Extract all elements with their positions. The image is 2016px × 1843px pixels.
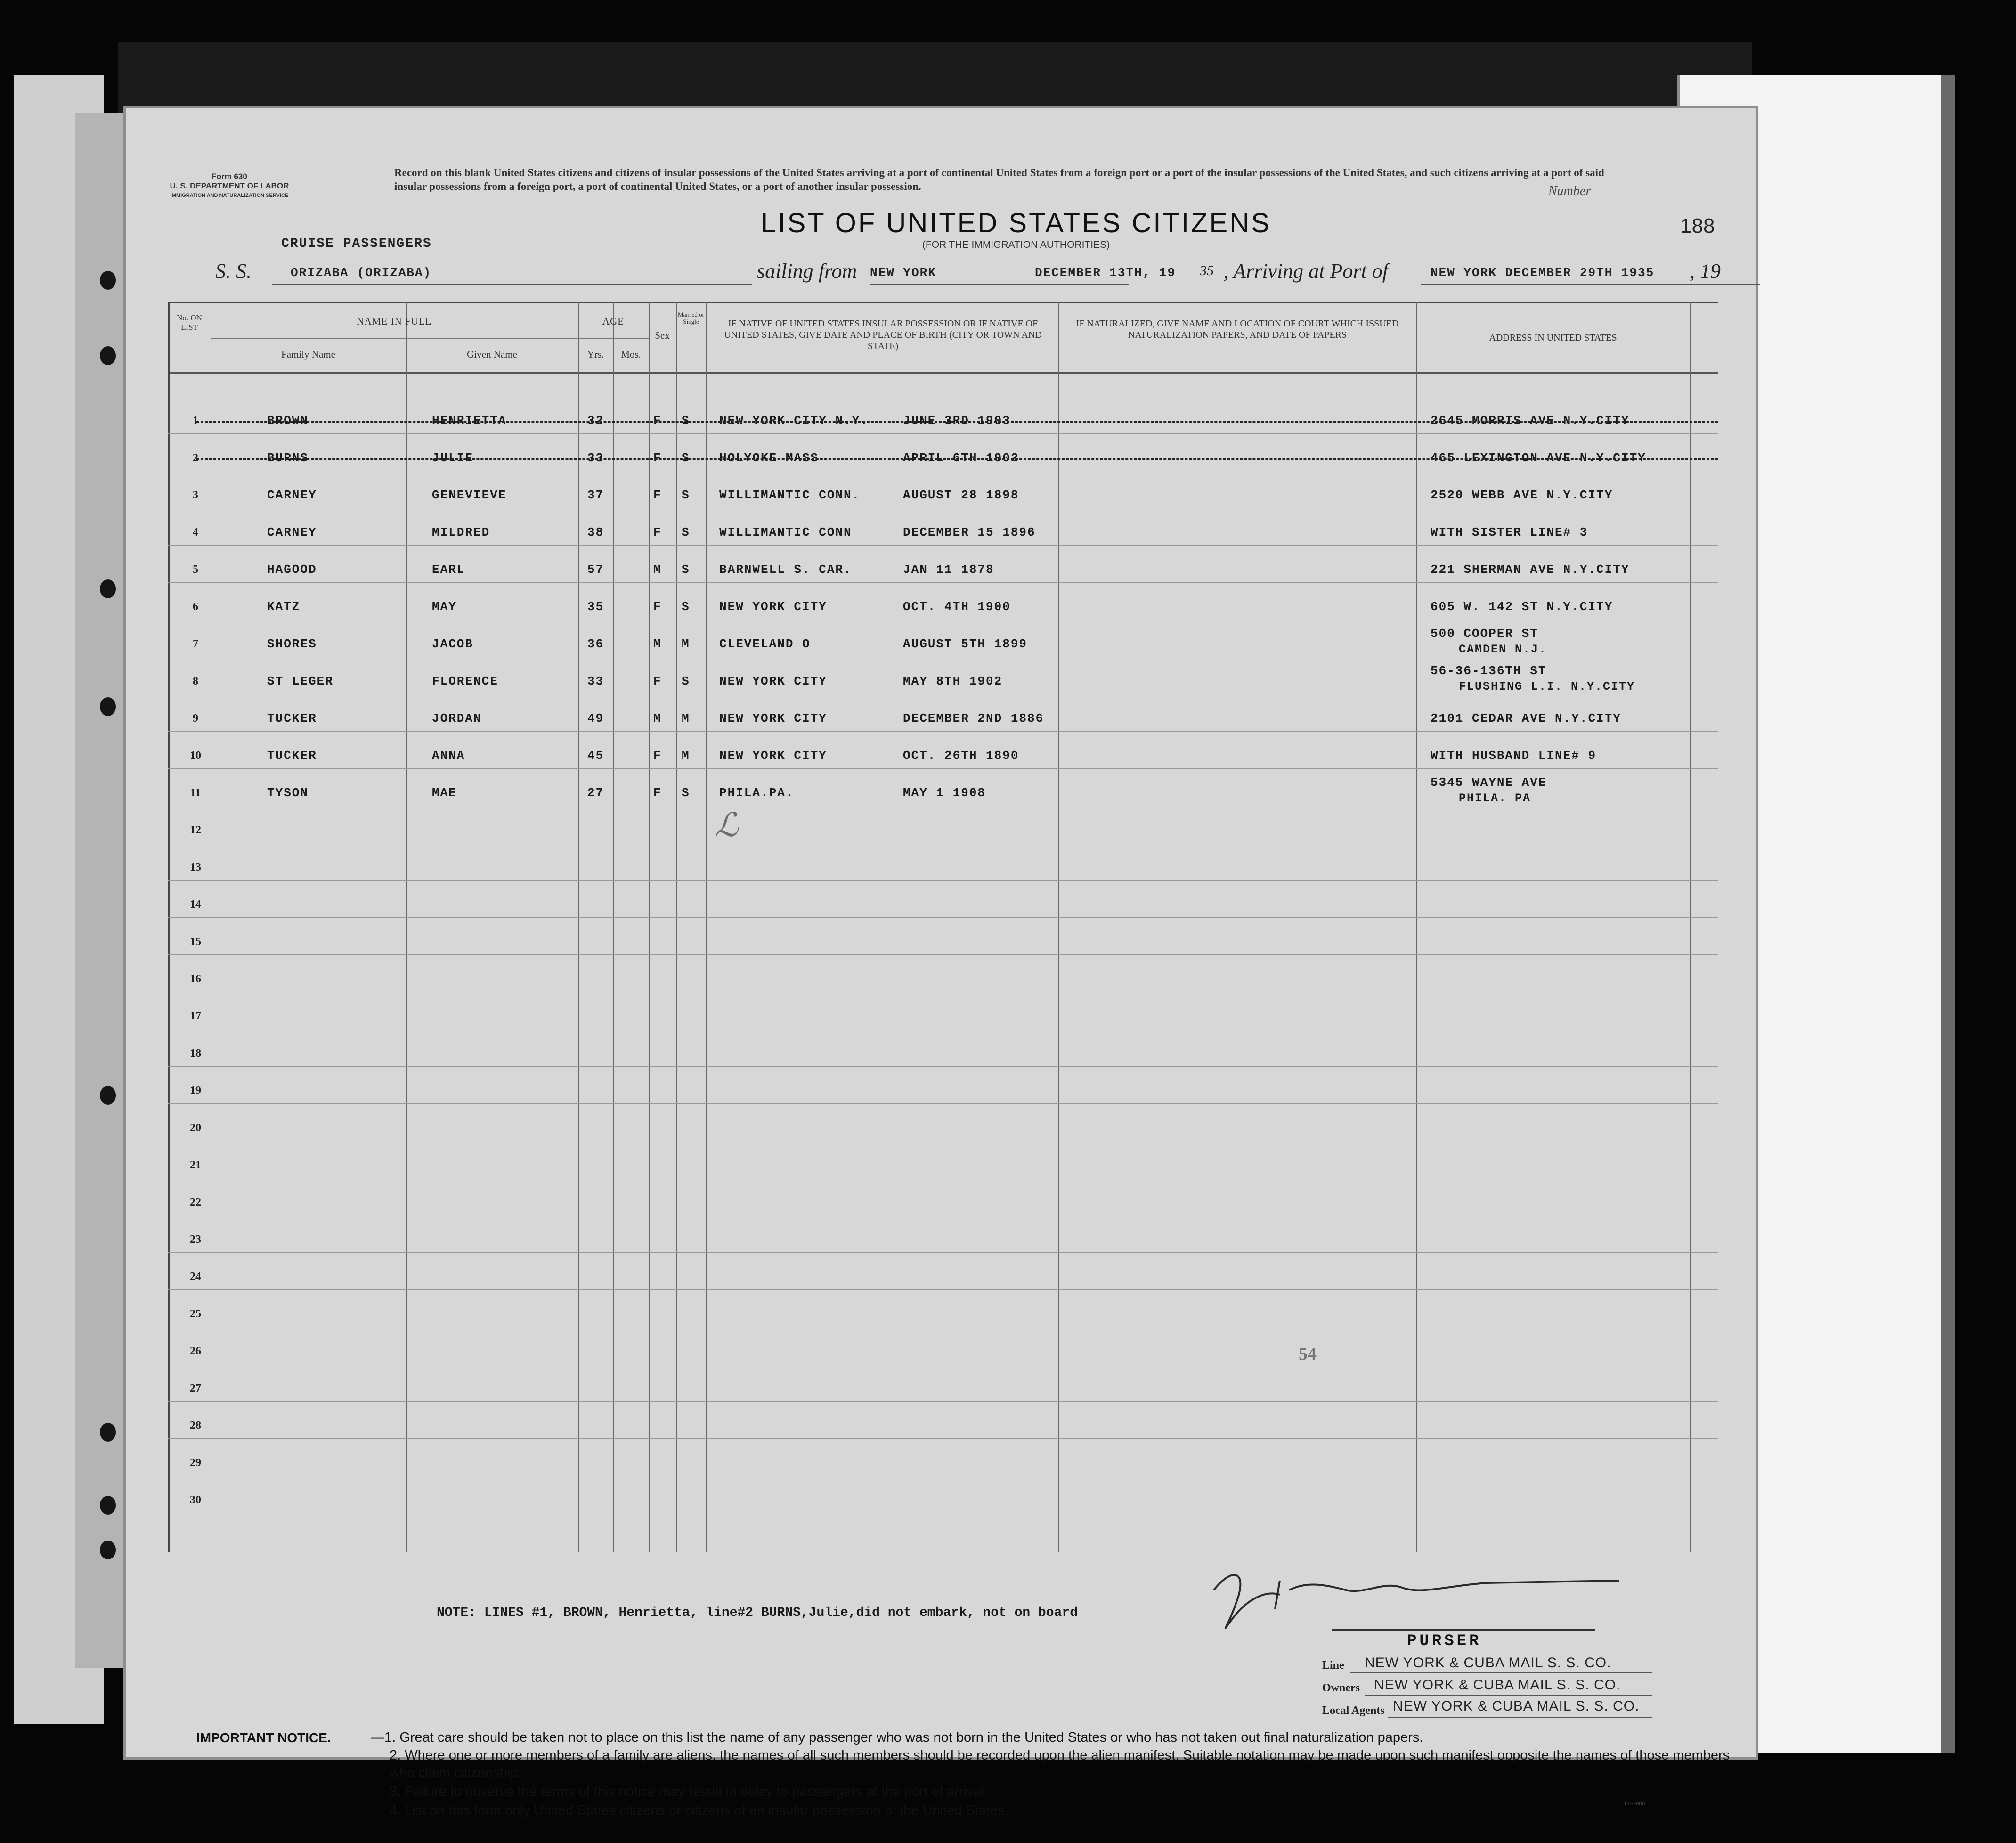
passenger-date: JUNE 3RD 1903 [903, 414, 1011, 428]
passenger-age: 49 [587, 711, 604, 726]
row-rule [168, 917, 1718, 918]
passenger-age: 35 [587, 600, 604, 614]
passenger-date: MAY 1 1908 [903, 786, 986, 800]
passenger-ms: M [682, 749, 690, 763]
line-number: 10 [190, 750, 201, 762]
line-number: 26 [190, 1345, 201, 1357]
form-subtitle: (FOR THE IMMIGRATION AUTHORITIES) [922, 239, 1110, 250]
owners-label: Owners [1322, 1682, 1360, 1694]
binder-hole [100, 1496, 116, 1515]
binder-hole [100, 1086, 116, 1105]
column-rule [578, 302, 579, 1552]
binder-hole [100, 271, 116, 290]
row-rule [168, 1438, 1718, 1439]
form-code: 14—608 [1624, 1800, 1645, 1807]
passenger-place: PHILA.PA. [719, 786, 794, 800]
scan-background-right-edge [1941, 75, 1955, 1753]
passenger-date: OCT. 4TH 1900 [903, 600, 1011, 614]
passenger-age: 33 [587, 674, 604, 688]
column-rule [649, 302, 650, 1552]
passenger-ms: S [682, 563, 690, 577]
passenger-given: MAE [432, 786, 457, 800]
passenger-place: NEW YORK CITY N.Y. [719, 414, 869, 428]
line-number: 7 [193, 638, 198, 650]
strike-through-line [196, 458, 1718, 460]
passenger-place: WILLIMANTIC CONN. [719, 488, 861, 502]
col-header-no: No. ON LIST [177, 313, 202, 332]
age-subheader-rule [578, 338, 649, 339]
line-number: 30 [190, 1494, 201, 1506]
number-label: Number [1548, 184, 1591, 198]
row-rule [168, 1401, 1718, 1402]
passenger-sex: M [653, 563, 662, 577]
passenger-date: AUGUST 28 1898 [903, 488, 1019, 502]
service-name: IMMIGRATION AND NATURALIZATION SERVICE [170, 193, 289, 198]
line-underline [1350, 1672, 1652, 1673]
department-name: U. S. DEPARTMENT OF LABOR [170, 181, 289, 190]
passenger-addr1: 2645 MORRIS AVE N.Y.CITY [1431, 414, 1630, 428]
notice-item-2: 2. Where one or more members of a family are aliens, the names of all such members should be recorded upon the alien manifest. Suitable notation may be made upon such manifest opposite the names of those members who claim citizenship. [390, 1748, 1730, 1780]
passenger-age: 38 [587, 525, 604, 539]
passenger-addr1: WITH SISTER LINE# 3 [1431, 525, 1588, 539]
passenger-age: 36 [587, 637, 604, 651]
binder-hole [100, 579, 116, 598]
line-number: 19 [190, 1085, 201, 1097]
passenger-date: MAY 8TH 1902 [903, 674, 1003, 688]
line-number: 16 [190, 973, 201, 985]
passenger-age: 57 [587, 563, 604, 577]
passenger-family: KATZ [267, 600, 301, 614]
row-rule [168, 880, 1718, 881]
year-label: , 19 [1690, 260, 1721, 283]
line-number: 15 [190, 936, 201, 948]
notice-heading: IMPORTANT NOTICE. [196, 1730, 331, 1745]
name-subheader-rule [211, 338, 578, 339]
passenger-date: DECEMBER 2ND 1886 [903, 711, 1044, 726]
row-rule [168, 1103, 1718, 1104]
column-rule [676, 302, 677, 1552]
line-number: 18 [190, 1047, 201, 1060]
strike-through-line [196, 421, 1718, 423]
passenger-place: NEW YORK CITY [719, 749, 827, 763]
passenger-place: HOLYOKE MASS [719, 451, 819, 465]
col-header-address: ADDRESS IN UNITED STATES [1489, 333, 1617, 343]
line-number: 1 [193, 415, 198, 427]
passenger-given: MAY [432, 600, 457, 614]
passenger-given: JORDAN [432, 711, 482, 726]
line-number: 22 [190, 1196, 201, 1208]
passenger-given: FLORENCE [432, 674, 498, 688]
col-header-given: Given Name [467, 349, 517, 360]
sailing-from-label: sailing from [757, 260, 857, 283]
notice-item-4: 4. List on this form only United States citizens or citizens of an insular possession of the United States. [390, 1803, 1008, 1818]
passenger-sex: F [653, 600, 662, 614]
passenger-sex: F [653, 786, 662, 800]
passenger-date: DECEMBER 15 1896 [903, 525, 1036, 539]
line-number: 6 [193, 601, 198, 613]
passenger-addr1: 56-36-136TH ST [1431, 664, 1547, 678]
owners-value: NEW YORK & CUBA MAIL S. S. CO. [1374, 1677, 1621, 1693]
owners-underline [1365, 1695, 1652, 1696]
line-number: 29 [190, 1457, 201, 1469]
col-header-name: NAME IN FULL [357, 316, 432, 327]
page-number: 188 [1680, 214, 1715, 237]
ship-name: ORIZABA (ORIZABA) [291, 266, 432, 280]
passenger-family: CARNEY [267, 488, 317, 502]
line-number: 4 [193, 526, 198, 538]
col-header-family: Family Name [281, 349, 335, 360]
passenger-sex: F [653, 414, 662, 428]
line-number: 25 [190, 1308, 201, 1320]
stamp-number: 54 [1299, 1344, 1317, 1364]
agents-underline [1388, 1717, 1652, 1718]
line-number: 9 [193, 712, 198, 725]
passenger-addr1: WITH HUSBAND LINE# 9 [1431, 749, 1597, 763]
arriving-label: , Arriving at Port of [1223, 260, 1388, 283]
line-value: NEW YORK & CUBA MAIL S. S. CO. [1365, 1655, 1611, 1671]
passenger-family: CARNEY [267, 525, 317, 539]
row-rule [168, 433, 1718, 434]
column-rule [1690, 302, 1691, 1552]
passenger-given: EARL [432, 563, 465, 577]
line-number: 28 [190, 1419, 201, 1432]
passenger-ms: S [682, 786, 690, 800]
passenger-sex: F [653, 749, 662, 763]
passenger-ms: M [682, 637, 690, 651]
passenger-addr1: 5345 WAYNE AVE [1431, 775, 1547, 790]
passenger-family: ST LEGER [267, 674, 333, 688]
passenger-age: 33 [587, 451, 604, 465]
passenger-date: APRIL 6TH 1902 [903, 451, 1019, 465]
notice-item-3: 3. Failure to observe the terms of this notice may result in delay to passengers at the port of arrival. [390, 1784, 988, 1799]
passenger-family: TUCKER [267, 749, 317, 763]
line-number: 2 [193, 452, 198, 464]
passenger-family: BURNS [267, 451, 309, 465]
passenger-family: TUCKER [267, 711, 317, 726]
arriving-port: NEW YORK DECEMBER 29TH 1935 [1431, 266, 1655, 280]
passenger-given: GENEVIEVE [432, 488, 507, 502]
record-instructions: Record on this blank United States citizens and citizens of insular possessions of the United States arriving at a port of continental United States from a foreign port or a port of the insular possessions of the United States, and such citizens arriving at a port of said insular possessions from a foreign port, a port of continental United States, or a port of another insular possession. [394, 167, 1604, 192]
form-identifier [159, 172, 300, 200]
passenger-addr1: 605 W. 142 ST N.Y.CITY [1431, 600, 1613, 614]
binder-hole [100, 1541, 116, 1559]
passenger-age: 45 [587, 749, 604, 763]
passenger-addr2: PHILA. PA [1459, 791, 1531, 805]
manifest-sheet [123, 106, 1758, 1818]
line-number: 20 [190, 1122, 201, 1134]
col-header-naturalized: IF NATURALIZED, GIVE NAME AND LOCATION OF COURT WHICH ISSUED NATURALIZATION PAPERS, AND DATE OF PAPERS [1076, 318, 1399, 340]
arriving-underline [1421, 284, 1760, 285]
line-number: 23 [190, 1233, 201, 1246]
passenger-date: OCT. 26TH 1890 [903, 749, 1019, 763]
table-top-border [168, 302, 1718, 303]
line-label: Line [1322, 1659, 1344, 1672]
passenger-place: NEW YORK CITY [719, 600, 827, 614]
passenger-addr2: CAMDEN N.J. [1459, 643, 1547, 656]
form-title: LIST OF UNITED STATES CITIZENS [761, 208, 1271, 238]
passenger-addr1: 221 SHERMAN AVE N.Y.CITY [1431, 563, 1630, 577]
line-number: 3 [193, 489, 198, 501]
line-number: 21 [190, 1159, 201, 1171]
row-rule [168, 582, 1718, 583]
passenger-date: AUGUST 5TH 1899 [903, 637, 1028, 651]
row-rule [168, 731, 1718, 732]
notice-item-1: —1. Great care should be taken not to place on this list the name of any passenger who was not born in the United States or who has not taken out final naturalization papers. [371, 1730, 1423, 1745]
line-number: 12 [190, 824, 201, 836]
cruise-passengers-label: CRUISE PASSENGERS [281, 236, 432, 251]
col-header-yrs: Yrs. [587, 349, 604, 360]
col-header-birth: IF NATIVE OF UNITED STATES INSULAR POSSESSION OR IF NATIVE OF UNITED STATES, GIVE DATE AND PLACE OF BIRTH (CITY OR TOWN AND STATE) [724, 318, 1042, 351]
passenger-given: ANNA [432, 749, 465, 763]
agents-label: Local Agents [1322, 1704, 1385, 1717]
passenger-family: SHORES [267, 637, 317, 651]
passenger-ms: M [682, 711, 690, 726]
passenger-addr1: 2520 WEBB AVE N.Y.CITY [1431, 488, 1613, 502]
row-rule [168, 1252, 1718, 1253]
column-rule [1416, 302, 1417, 1552]
passenger-place: BARNWELL S. CAR. [719, 563, 852, 577]
row-rule [168, 545, 1718, 546]
passenger-date: JAN 11 1878 [903, 563, 994, 577]
binder-hole [100, 346, 116, 365]
passenger-given: HENRIETTA [432, 414, 507, 428]
table-header-border [168, 372, 1718, 374]
col-header-mos: Mos. [621, 349, 641, 360]
line-number: 27 [190, 1382, 201, 1394]
passenger-addr2: FLUSHING L.I. N.Y.CITY [1459, 680, 1635, 693]
handwritten-annotation: ℒ [715, 806, 739, 844]
line-number: 8 [193, 675, 198, 687]
passenger-given: JACOB [432, 637, 474, 651]
passenger-given: MILDRED [432, 525, 490, 539]
passenger-sex: F [653, 488, 662, 502]
line-number: 11 [190, 787, 201, 799]
column-rule [168, 302, 170, 1552]
passenger-sex: M [653, 637, 662, 651]
passenger-place: NEW YORK CITY [719, 674, 827, 688]
form-number: Form 630 [211, 172, 247, 181]
line-number: 5 [193, 563, 198, 576]
line-number: 14 [190, 898, 201, 911]
column-rule [406, 302, 407, 1552]
passenger-family: BROWN [267, 414, 309, 428]
ss-label: S. S. [215, 260, 252, 283]
passenger-family: HAGOOD [267, 563, 317, 577]
purser-label: PURSER [1407, 1632, 1482, 1650]
passenger-sex: F [653, 451, 662, 465]
passenger-age: 37 [587, 488, 604, 502]
passenger-sex: M [653, 711, 662, 726]
passenger-ms: S [682, 488, 690, 502]
passenger-sex: F [653, 525, 662, 539]
passenger-addr1: 2101 CEDAR AVE N.Y.CITY [1431, 711, 1621, 726]
voyage-line [215, 259, 1770, 287]
line-number: 17 [190, 1010, 201, 1022]
note-not-embarked: NOTE: LINES #1, BROWN, Henrietta, line#2 BURNS,Julie,did not embark, not on board [437, 1606, 1078, 1620]
passenger-ms: S [682, 414, 690, 428]
row-rule [168, 954, 1718, 955]
passenger-sex: F [653, 674, 662, 688]
binder-hole [100, 697, 116, 716]
column-rule [613, 302, 614, 1552]
sailing-year: 35 [1200, 263, 1214, 278]
row-rule [168, 1066, 1718, 1067]
sailing-port: NEW YORK [870, 266, 936, 280]
port-underline [870, 284, 1129, 285]
purser-signature-line [1332, 1629, 1595, 1631]
line-number: 24 [190, 1271, 201, 1283]
passenger-ms: S [682, 600, 690, 614]
passenger-place: NEW YORK CITY [719, 711, 827, 726]
passenger-age: 27 [587, 786, 604, 800]
sailing-date: DECEMBER 13TH, 19 [1035, 266, 1176, 280]
passenger-ms: S [682, 451, 690, 465]
column-rule [1058, 302, 1059, 1552]
col-header-sex: Sex [655, 330, 670, 341]
col-header-married: Married or Single [678, 311, 704, 325]
passenger-addr1: 465 LEXINGTON AVE N.Y.CITY [1431, 451, 1646, 465]
passenger-ms: S [682, 674, 690, 688]
passenger-place: CLEVELAND O [719, 637, 811, 651]
passenger-given: JULIE [432, 451, 474, 465]
passenger-addr1: 500 COOPER ST [1431, 627, 1538, 641]
row-rule [168, 1289, 1718, 1290]
passenger-family: TYSON [267, 786, 309, 800]
column-rule [706, 302, 707, 1552]
passenger-ms: S [682, 525, 690, 539]
ship-underline [272, 284, 752, 285]
agents-value: NEW YORK & CUBA MAIL S. S. CO. [1393, 1698, 1640, 1714]
line-number: 13 [190, 861, 201, 873]
row-rule [168, 768, 1718, 769]
scan-background-top [118, 42, 1752, 113]
passenger-place: WILLIMANTIC CONN [719, 525, 852, 539]
col-header-age: AGE [602, 316, 625, 327]
passenger-age: 32 [587, 414, 604, 428]
binder-hole [100, 1423, 116, 1442]
